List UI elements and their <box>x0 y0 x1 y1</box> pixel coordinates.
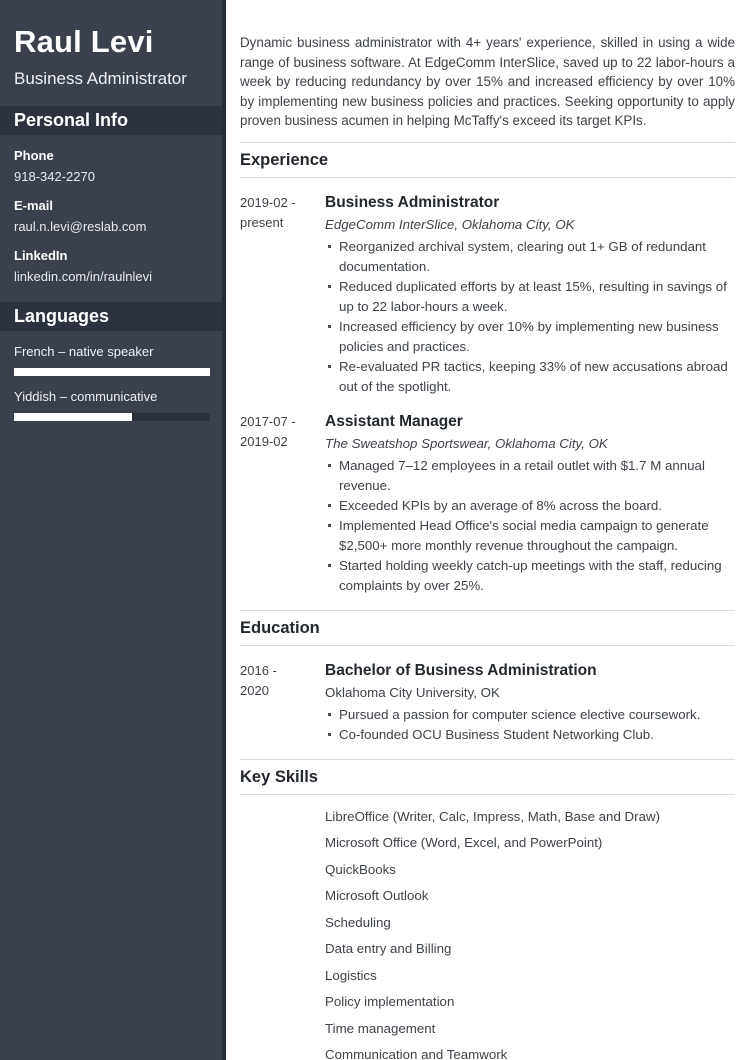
experience-entry-2 <box>240 412 735 596</box>
phone-value: 918-342-2270 <box>14 169 95 184</box>
skill-item: LibreOffice (Writer, Calc, Impress, Math, Base and Draw) <box>325 808 660 824</box>
experience-entry-1 <box>240 193 735 397</box>
language-level-fill <box>14 413 132 421</box>
email-label: E-mail <box>14 198 54 213</box>
section-divider <box>240 142 735 143</box>
language-level-bar <box>14 368 210 376</box>
experience-heading: Experience <box>240 150 329 169</box>
skill-item: Communication and Teamwork <box>325 1047 508 1060</box>
skill-item: QuickBooks <box>325 861 396 877</box>
skill-item: Logistics <box>325 967 377 983</box>
linkedin-label: LinkedIn <box>14 248 68 263</box>
section-divider <box>240 610 735 611</box>
entry-dates <box>240 661 325 745</box>
entry-dates <box>240 193 325 397</box>
phone-label: Phone <box>14 148 54 163</box>
bullet-item: Increased efficiency by over 10% by implementing new business policies and practices. <box>325 317 735 357</box>
date-line: present <box>240 214 284 230</box>
entry-title: Bachelor of Business Administration <box>325 661 597 679</box>
skills-list <box>325 807 735 1060</box>
language-level-fill <box>14 368 210 376</box>
key-skills-heading: Key Skills <box>240 767 318 786</box>
heading-underline <box>240 177 735 178</box>
entry-dates <box>240 412 325 596</box>
date-line: 2020 <box>240 682 269 698</box>
section-divider <box>240 759 735 760</box>
linkedin-value: linkedin.com/in/raulnlevi <box>14 269 153 284</box>
contact-field-linkedin <box>0 235 222 285</box>
candidate-job-title: Business Administrator <box>14 69 187 88</box>
entry-school: Oklahoma City University, OK <box>325 684 500 700</box>
candidate-name: Raul Levi <box>14 24 154 59</box>
entry-company: The Sweatshop Sportswear, Oklahoma City, OK <box>325 435 608 451</box>
contact-field-email <box>0 185 222 235</box>
entry-body <box>325 193 735 397</box>
bullet-item: Reorganized archival system, clearing out 1+ GB of redundant documentation. <box>325 237 735 277</box>
education-heading: Education <box>240 618 320 637</box>
entry-bullets <box>325 456 735 596</box>
language-label: Yiddish – communicative <box>14 389 158 404</box>
section-key-skills <box>240 759 735 1060</box>
skill-item: Data entry and Billing <box>325 941 452 956</box>
bullet-item: Implemented Head Office's social media campaign to generate $2,500+ more monthly revenue throughout the campaign. <box>325 516 735 556</box>
bullet-item: Re-evaluated PR tactics, keeping 33% of new accusations abroad out of the spotlight. <box>325 357 735 397</box>
entry-bullets <box>325 705 735 745</box>
skill-item: Policy implementation <box>325 994 455 1009</box>
date-line: 2019-02 - <box>240 194 296 210</box>
bullet-item: Exceeded KPIs by an average of 8% across the board. <box>325 496 735 516</box>
skill-item: Time management <box>325 1020 436 1036</box>
section-experience <box>240 142 735 596</box>
bullet-item: Pursued a passion for computer science elective coursework. <box>325 705 735 725</box>
date-line: 2019-02 <box>240 433 288 449</box>
bullet-item: Reduced duplicated efforts by at least 15%, resulting in savings of up to 22 labor-hours a week. <box>325 277 735 317</box>
skill-item: Microsoft Office (Word, Excel, and PowerPoint) <box>325 835 603 850</box>
date-line: 2016 - <box>240 662 277 678</box>
entry-body <box>325 661 735 745</box>
language-label: French – native speaker <box>14 344 154 359</box>
heading-underline <box>240 645 735 646</box>
personal-info-heading: Personal Info <box>0 106 222 135</box>
main-content <box>226 0 750 1060</box>
skill-item: Scheduling <box>325 914 391 930</box>
bullet-item: Managed 7–12 employees in a retail outlet with $1.7 M annual revenue. <box>325 456 735 496</box>
skill-item: Microsoft Outlook <box>325 888 429 903</box>
entry-company: EdgeComm InterSlice, Oklahoma City, OK <box>325 216 575 232</box>
languages-heading: Languages <box>0 302 222 331</box>
entry-body <box>325 412 735 596</box>
bullet-item: Started holding weekly catch-up meetings with the staff, reducing complaints by over 25%. <box>325 556 735 596</box>
bullet-item: Co-founded OCU Business Student Networking Club. <box>325 725 735 745</box>
sidebar <box>0 0 226 1060</box>
heading-underline <box>240 794 735 795</box>
section-education <box>240 610 735 745</box>
language-level-bar <box>14 413 210 421</box>
entry-title: Business Administrator <box>325 193 500 211</box>
entry-bullets <box>325 237 735 397</box>
entry-title: Assistant Manager <box>325 412 463 430</box>
date-line: 2017-07 - <box>240 413 296 429</box>
education-entry-1 <box>240 661 735 745</box>
language-item-french <box>0 331 222 376</box>
email-value: raul.n.levi@reslab.com <box>14 219 147 234</box>
summary-text: Dynamic business administrator with 4+ years' experience, skilled in using a wide range of business software. At EdgeComm InterSlice, saved up to 22 labor-hours a week by reducing redundancy by over 15% and increased efficiency by over 10% by implementing new business policies and practices. Seeking opportunity to apply proven business acumen in helping McTaffy's exceed its target KPIs. <box>240 35 735 128</box>
language-item-yiddish <box>0 376 222 421</box>
contact-field-phone <box>0 135 222 185</box>
